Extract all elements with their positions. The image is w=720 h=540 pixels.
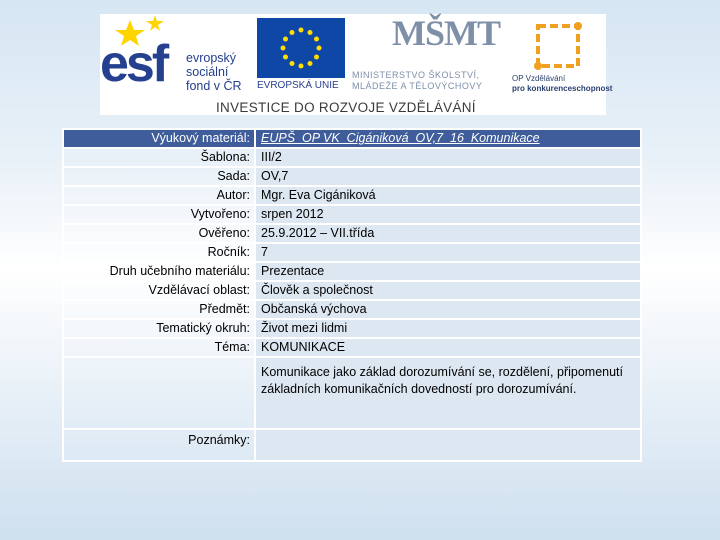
eu-label: EVROPSKÁ UNIE xyxy=(257,80,339,91)
description-value: Komunikace jako základ dorozumívání se, rozdělení, připomenutí základních komunikačních dovedností pro dorozumívání. xyxy=(255,357,641,429)
row-label: Ročník: xyxy=(63,243,255,262)
op-text-line: pro konkurenceschopnost xyxy=(512,84,613,93)
row-label: Šablona: xyxy=(63,148,255,167)
description-row xyxy=(63,357,641,429)
row-value: Život mezi lidmi xyxy=(255,319,641,338)
table-row xyxy=(63,148,641,167)
msmt-text xyxy=(352,70,482,92)
row-value: OV,7 xyxy=(255,167,641,186)
table-row xyxy=(63,167,641,186)
esf-logo xyxy=(100,14,250,102)
notes-label: Poznámky: xyxy=(63,429,255,461)
esf-star-small-icon xyxy=(144,14,166,32)
row-label: Vytvořeno: xyxy=(63,205,255,224)
row-label: Ověřeno: xyxy=(63,224,255,243)
table-row xyxy=(63,300,641,319)
row-label: Vzdělávací oblast: xyxy=(63,281,255,300)
row-label: Předmět: xyxy=(63,300,255,319)
row-value: Občanská výchova xyxy=(255,300,641,319)
row-value: srpen 2012 xyxy=(255,205,641,224)
banner-footer: INVESTICE DO ROZVOJE VZDĚLÁVÁNÍ xyxy=(216,100,476,115)
table-row xyxy=(63,319,641,338)
row-value: Prezentace xyxy=(255,262,641,281)
row-label: Druh učebního materiálu: xyxy=(63,262,255,281)
metadata-table xyxy=(62,128,642,462)
row-value: III/2 xyxy=(255,148,641,167)
notes-value xyxy=(255,429,641,461)
esf-wordmark: esf xyxy=(100,35,167,93)
table-row xyxy=(63,224,641,243)
row-label: Téma: xyxy=(63,338,255,357)
row-value: 25.9.2012 – VII.třída xyxy=(255,224,641,243)
esf-subtitle-line: sociální xyxy=(186,65,229,79)
notes-row xyxy=(63,429,641,461)
table-row xyxy=(63,243,641,262)
header-banner xyxy=(100,13,613,115)
op-text-line: OP Vzdělávání xyxy=(512,74,566,83)
table-row xyxy=(63,129,641,148)
msmt-text-line: MINISTERSTVO ŠKOLSTVÍ, xyxy=(352,70,480,80)
esf-subtitle-line: fond v ČR xyxy=(186,79,242,93)
row-value: KOMUNIKACE xyxy=(255,338,641,357)
row-label: Tematický okruh: xyxy=(63,319,255,338)
esf-subtitle xyxy=(186,51,242,93)
table-row xyxy=(63,338,641,357)
row-value: 7 xyxy=(255,243,641,262)
msmt-mark: MŠMT xyxy=(392,13,500,53)
row-value: Mgr. Eva Cigániková xyxy=(255,186,641,205)
esf-subtitle-line: evropský xyxy=(186,51,237,65)
row-label: Sada: xyxy=(63,167,255,186)
row-label: Autor: xyxy=(63,186,255,205)
eu-flag-icon xyxy=(257,18,345,78)
msmt-logo xyxy=(348,14,508,102)
table-row xyxy=(63,186,641,205)
row-value: Člověk a společnost xyxy=(255,281,641,300)
row-value: EUPŠ_OP VK_Cigániková_OV,7_16_Komunikace xyxy=(255,129,641,148)
description-label xyxy=(63,357,255,429)
msmt-text-line: MLÁDEŽE A TĚLOVÝCHOVY xyxy=(352,81,483,91)
op-text xyxy=(512,74,612,94)
table-row xyxy=(63,262,641,281)
table-row xyxy=(63,281,641,300)
row-label: Výukový materiál: xyxy=(63,129,255,148)
table-row xyxy=(63,205,641,224)
